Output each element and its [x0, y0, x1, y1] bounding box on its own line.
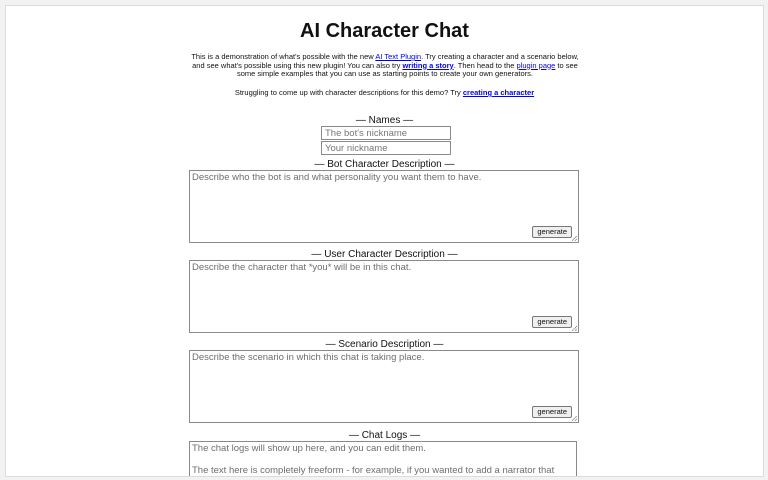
intro-text-1: This is a demonstration of what's possible with the new: [191, 52, 376, 61]
plugin-page-link[interactable]: plugin page: [516, 60, 556, 70]
user-description-label: — User Character Description —: [311, 249, 458, 260]
user-generate-button[interactable]: generate: [532, 316, 572, 328]
names-label: — Names —: [355, 115, 414, 126]
scenario-description-label: — Scenario Description —: [325, 339, 444, 350]
bot-nickname-input[interactable]: [321, 126, 451, 140]
bot-description-textarea[interactable]: [190, 171, 578, 242]
writing-a-story-link[interactable]: writing a story: [402, 60, 454, 70]
chat-logs-textarea[interactable]: [189, 441, 577, 477]
ai-text-plugin-link[interactable]: AI Text Plugin: [375, 52, 422, 61]
chat-log-line: The chat logs will show up here, and you can edit them.: [192, 443, 426, 454]
chat-log-line: The text here is completely freeform - for example, if you wanted to add a narrator that: [192, 465, 555, 476]
page-title: AI Character Chat: [300, 20, 469, 42]
intro-paragraph: [189, 53, 581, 79]
resize-grip-icon[interactable]: [572, 236, 577, 241]
creating-a-character-link[interactable]: creating a character: [462, 88, 535, 97]
intro-text-2: . Try creating a character and a scenario below, and see what's possible using this new plugin! You can also try: [192, 52, 579, 70]
user-description-box: [189, 260, 579, 333]
bot-generate-button[interactable]: generate: [532, 226, 572, 238]
bot-description-label: — Bot Character Description —: [314, 159, 455, 170]
scenario-description-textarea[interactable]: [190, 351, 578, 422]
user-nickname-input[interactable]: [321, 141, 451, 155]
bot-description-box: [189, 170, 579, 243]
page-frame: [5, 5, 764, 477]
intro-text-3: . Then head to the: [453, 60, 517, 70]
resize-grip-icon[interactable]: [572, 326, 577, 331]
scenario-description-box: [189, 350, 579, 423]
chat-logs-label: — Chat Logs —: [348, 430, 421, 441]
scenario-generate-button[interactable]: generate: [532, 406, 572, 418]
intro-text-4: to see some simple examples that you can use as starting points to create your own generators.: [237, 60, 578, 79]
resize-grip-icon[interactable]: [572, 416, 577, 421]
hint-line: [6, 88, 763, 97]
hint-text: Struggling to come up with character descriptions for this demo? Try: [234, 88, 463, 97]
user-description-textarea[interactable]: [190, 261, 578, 332]
